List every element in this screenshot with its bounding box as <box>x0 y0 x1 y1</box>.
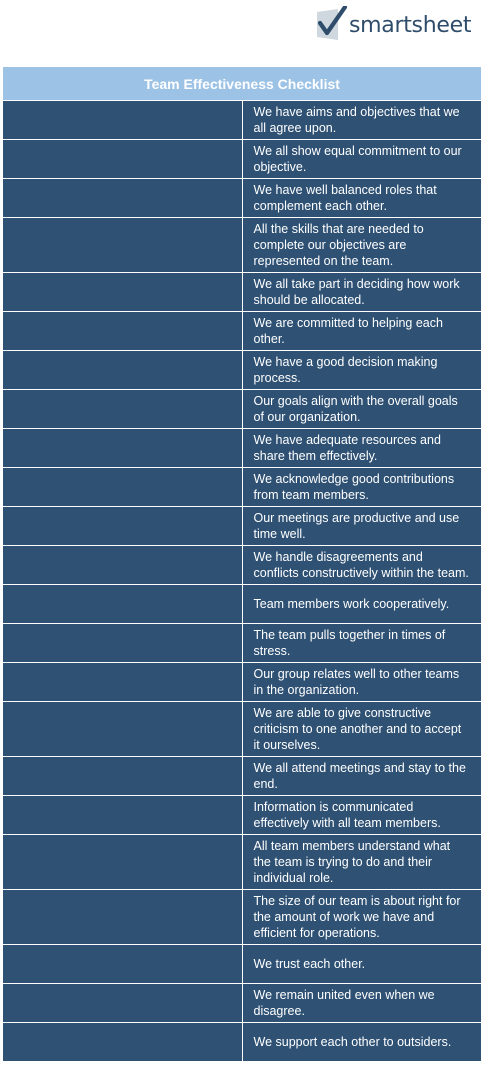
checkbox-cell[interactable] <box>3 757 243 796</box>
checkbox-cell[interactable] <box>3 351 243 390</box>
checklist-item-text: Our goals align with the overall goals of our organization. <box>242 390 482 429</box>
checklist-row <box>3 546 482 585</box>
checklist-item-text: We handle disagreements and conflicts constructively within the team. <box>242 546 482 585</box>
checklist-row <box>3 702 482 757</box>
checkbox-cell[interactable] <box>3 468 243 507</box>
checklist-item-text: Our meetings are productive and use time well. <box>242 507 482 546</box>
checkbox-cell[interactable] <box>3 702 243 757</box>
checklist-item-text: We are able to give constructive criticism to one another and to accept it ourselves. <box>242 702 482 757</box>
smartsheet-logo <box>316 4 476 44</box>
checklist-item-text: Information is communicated effectively with all team members. <box>242 796 482 835</box>
checkbox-cell[interactable] <box>3 507 243 546</box>
checkbox-cell[interactable] <box>3 585 243 624</box>
checkbox-cell[interactable] <box>3 984 243 1023</box>
checklist-row <box>3 429 482 468</box>
checklist-item-text: We have aims and objectives that we all agree upon. <box>242 101 482 140</box>
checklist-item-text: We all show equal commitment to our objective. <box>242 140 482 179</box>
checklist-item-text: We are committed to helping each other. <box>242 312 482 351</box>
checklist-item-text: We trust each other. <box>242 945 482 984</box>
checklist-row <box>3 218 482 273</box>
checklist-item-text: We support each other to outsiders. <box>242 1023 482 1062</box>
checkbox-cell[interactable] <box>3 796 243 835</box>
checklist-row <box>3 351 482 390</box>
logo-wordmark: smartsheet <box>349 13 472 38</box>
checklist-item-text: We all take part in deciding how work should be allocated. <box>242 273 482 312</box>
checkbox-cell[interactable] <box>3 429 243 468</box>
checkbox-cell[interactable] <box>3 1023 243 1062</box>
checklist-row <box>3 390 482 429</box>
checkbox-cell[interactable] <box>3 101 243 140</box>
checkbox-cell[interactable] <box>3 218 243 273</box>
checklist-item-text: We all attend meetings and stay to the end. <box>242 757 482 796</box>
checkbox-cell[interactable] <box>3 546 243 585</box>
checklist-row <box>3 468 482 507</box>
checklist-item-text: The size of our team is about right for the amount of work we have and efficient for operations. <box>242 890 482 945</box>
checklist-item-text: We have adequate resources and share them effectively. <box>242 429 482 468</box>
checkbox-cell[interactable] <box>3 179 243 218</box>
checklist-row <box>3 312 482 351</box>
checkbox-cell[interactable] <box>3 945 243 984</box>
checklist-row <box>3 273 482 312</box>
checklist-row <box>3 796 482 835</box>
checklist-row <box>3 179 482 218</box>
checklist-row <box>3 757 482 796</box>
checklist-item-text: All team members understand what the team is trying to do and their individual role. <box>242 835 482 890</box>
checklist-item-text: All the skills that are needed to complete our objectives are represented on the team. <box>242 218 482 273</box>
checklist-item-text: Our group relates well to other teams in the organization. <box>242 663 482 702</box>
checklist-item-text: We have well balanced roles that complement each other. <box>242 179 482 218</box>
checklist-row <box>3 1023 482 1062</box>
checklist-row <box>3 663 482 702</box>
checklist-row <box>3 890 482 945</box>
checklist-row <box>3 585 482 624</box>
checkbox-cell[interactable] <box>3 390 243 429</box>
checklist-item-text: We remain united even when we disagree. <box>242 984 482 1023</box>
checkbox-cell[interactable] <box>3 835 243 890</box>
checklist-row <box>3 984 482 1023</box>
checklist-title: Team Effectiveness Checklist <box>3 67 482 101</box>
checklist-item-text: We have a good decision making process. <box>242 351 482 390</box>
team-effectiveness-checklist <box>2 66 482 1062</box>
checklist-row <box>3 624 482 663</box>
checklist-item-text: We acknowledge good contributions from team members. <box>242 468 482 507</box>
checklist-row <box>3 835 482 890</box>
checklist-item-text: Team members work cooperatively. <box>242 585 482 624</box>
checkbox-cell[interactable] <box>3 624 243 663</box>
checklist-item-text: The team pulls together in times of stress. <box>242 624 482 663</box>
checklist-row <box>3 507 482 546</box>
checkmark-logo-icon <box>316 6 348 42</box>
checklist-row <box>3 101 482 140</box>
checklist-row <box>3 140 482 179</box>
checkbox-cell[interactable] <box>3 890 243 945</box>
checkbox-cell[interactable] <box>3 663 243 702</box>
checklist-row <box>3 945 482 984</box>
checkbox-cell[interactable] <box>3 273 243 312</box>
checkbox-cell[interactable] <box>3 312 243 351</box>
checkbox-cell[interactable] <box>3 140 243 179</box>
